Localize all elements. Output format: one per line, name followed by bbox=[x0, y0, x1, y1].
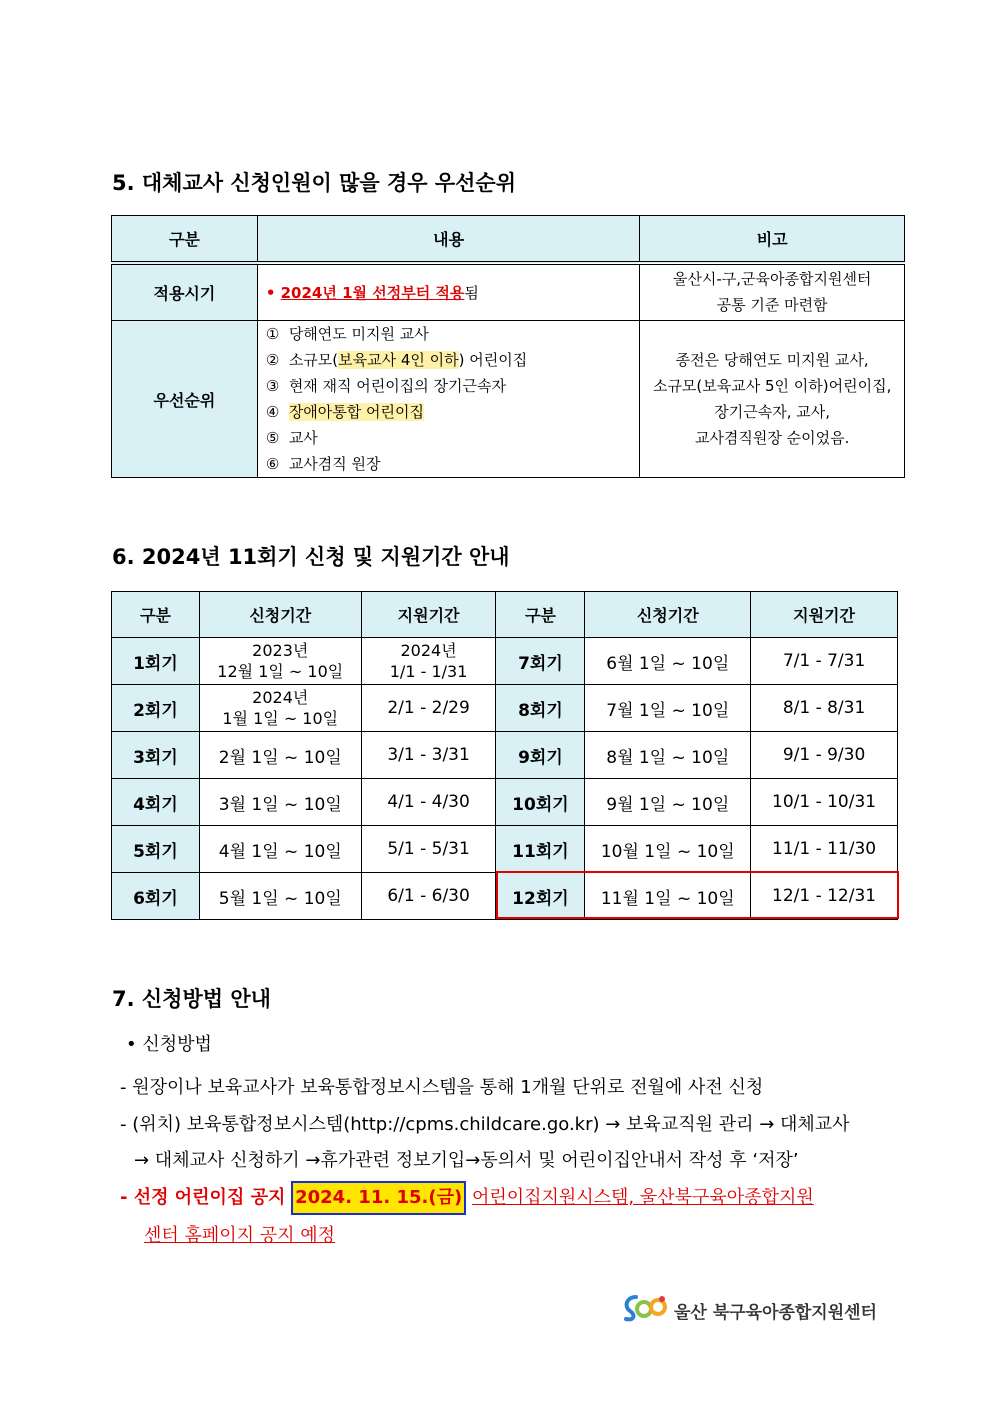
apply-period-red-text: 2024년 1월 선정부터 적용 bbox=[280, 283, 465, 302]
priority-item: ② 소규모(보육교사 4인 이하) 어린이집 bbox=[265, 351, 528, 369]
method-line2: - (위치) 보육통합정보시스템(http://cpms.childcare.go.kr) → 보육교직원 관리 → 대체교사 bbox=[120, 1114, 850, 1135]
round-label: 6회기 bbox=[112, 873, 200, 920]
note-line: 공통 기준 마련함 bbox=[716, 296, 828, 315]
priority-table bbox=[111, 215, 905, 478]
support-period: 10/1 - 10/31 bbox=[751, 779, 898, 826]
header-apply-right: 신청기간 bbox=[585, 592, 751, 638]
round-label: 1회기 bbox=[112, 638, 200, 685]
apply-period: 3월 1일 ~ 10일 bbox=[199, 779, 361, 826]
support-period: 8/1 - 8/31 bbox=[751, 685, 898, 732]
round-label: 4회기 bbox=[112, 779, 200, 826]
priority-item: ⑤ 교사 bbox=[265, 429, 318, 447]
notice-prefix: - 선정 어린이집 공지 bbox=[120, 1187, 286, 1208]
schedule-table bbox=[111, 591, 898, 920]
bullet: • bbox=[265, 283, 281, 302]
apply-period: 8월 1일 ~ 10일 bbox=[585, 732, 751, 779]
round-label: 10회기 bbox=[496, 779, 585, 826]
round-label: 7회기 bbox=[496, 638, 585, 685]
header-support-right: 지원기간 bbox=[751, 592, 898, 638]
support-period: 2/1 - 2/29 bbox=[361, 685, 496, 732]
row-apply-period-note bbox=[640, 263, 905, 321]
apply-period: 4월 1일 ~ 10일 bbox=[199, 826, 361, 873]
apply-period: 6월 1일 ~ 10일 bbox=[585, 638, 751, 685]
support-period: 3/1 - 3/31 bbox=[361, 732, 496, 779]
apply-period: 11월 1일 ~ 10일 bbox=[585, 873, 751, 920]
notice-tail: 어린이집지원시스템, 울산북구육아종합지원 bbox=[471, 1187, 814, 1208]
center-logo-text: 울산 북구육아종합지원센터 bbox=[674, 1302, 877, 1323]
method-bullet: • 신청방법 bbox=[126, 1034, 212, 1055]
support-period: 11/1 - 11/30 bbox=[751, 826, 898, 873]
header-category: 구분 bbox=[112, 216, 258, 263]
priority-list bbox=[257, 321, 640, 478]
footer-logo bbox=[622, 1293, 877, 1327]
schedule-row bbox=[112, 779, 898, 826]
apply-period: 2024년 1월 1일 ~ 10일 bbox=[199, 685, 361, 732]
row-priority-note: 종전은 당해연도 미지원 교사, 소규모(보육교사 5인 이하)어린이집, 장기근속자, 교사, 교사겸직원장 순이었음. bbox=[640, 321, 905, 478]
support-period: 7/1 - 7/31 bbox=[751, 638, 898, 685]
center-logo-icon bbox=[622, 1293, 668, 1327]
schedule-row bbox=[112, 873, 898, 920]
header-apply-left: 신청기간 bbox=[199, 592, 361, 638]
header-round-left: 구분 bbox=[112, 592, 200, 638]
section5-title: 5. 대체교사 신청인원이 많을 경우 우선순위 bbox=[112, 171, 517, 195]
support-period: 4/1 - 4/30 bbox=[361, 779, 496, 826]
support-period: 12/1 - 12/31 bbox=[751, 873, 898, 920]
apply-period: 5월 1일 ~ 10일 bbox=[199, 873, 361, 920]
apply-period: 7월 1일 ~ 10일 bbox=[585, 685, 751, 732]
method-line4 bbox=[120, 1181, 814, 1215]
header-support-left: 지원기간 bbox=[361, 592, 496, 638]
round-label: 8회기 bbox=[496, 685, 585, 732]
header-content: 내용 bbox=[257, 216, 640, 263]
header-round-right: 구분 bbox=[496, 592, 585, 638]
apply-period: 9월 1일 ~ 10일 bbox=[585, 779, 751, 826]
support-period: 5/1 - 5/31 bbox=[361, 826, 496, 873]
schedule-row bbox=[112, 638, 898, 685]
notice-date: 2024. 11. 15.(금) bbox=[291, 1181, 466, 1215]
round-label: 11회기 bbox=[496, 826, 585, 873]
support-period: 9/1 - 9/30 bbox=[751, 732, 898, 779]
round-label: 5회기 bbox=[112, 826, 200, 873]
note-line: 울산시-구,군육아종합지원센터 bbox=[672, 270, 872, 289]
row-priority-label: 우선순위 bbox=[112, 321, 258, 478]
round-label: 3회기 bbox=[112, 732, 200, 779]
round-label: 2회기 bbox=[112, 685, 200, 732]
row-apply-period-label: 적용시기 bbox=[112, 263, 258, 321]
priority-item: ④ 장애아통합 어린이집 bbox=[265, 403, 424, 421]
method-line3: → 대체교사 신청하기 →휴가관련 정보기입→동의서 및 어린이집안내서 작성 후 ‘저장’ bbox=[134, 1150, 799, 1171]
schedule-row bbox=[112, 732, 898, 779]
schedule-row bbox=[112, 826, 898, 873]
apply-period: 2월 1일 ~ 10일 bbox=[199, 732, 361, 779]
apply-period: 10월 1일 ~ 10일 bbox=[585, 826, 751, 873]
priority-item: ① 당해연도 미지원 교사 bbox=[265, 325, 429, 343]
section7-title: 7. 신청방법 안내 bbox=[112, 987, 271, 1011]
method-line5: 센터 홈페이지 공지 예정 bbox=[144, 1225, 336, 1246]
row-apply-period-content bbox=[257, 263, 640, 321]
apply-period: 2023년 12월 1일 ~ 10일 bbox=[199, 638, 361, 685]
schedule-row bbox=[112, 685, 898, 732]
round-label: 12회기 bbox=[496, 873, 585, 920]
section6-title: 6. 2024년 11회기 신청 및 지원기간 안내 bbox=[112, 545, 510, 569]
priority-item: ③ 현재 재직 어린이집의 장기근속자 bbox=[265, 377, 506, 395]
support-period: 6/1 - 6/30 bbox=[361, 873, 496, 920]
header-note: 비고 bbox=[640, 216, 905, 263]
apply-period-tail: 됨 bbox=[464, 283, 479, 302]
priority-item: ⑥ 교사겸직 원장 bbox=[265, 455, 381, 473]
round-label: 9회기 bbox=[496, 732, 585, 779]
method-line1: - 원장이나 보육교사가 보육통합정보시스템을 통해 1개월 단위로 전월에 사전 신청 bbox=[120, 1077, 764, 1098]
support-period: 2024년 1/1 - 1/31 bbox=[361, 638, 496, 685]
